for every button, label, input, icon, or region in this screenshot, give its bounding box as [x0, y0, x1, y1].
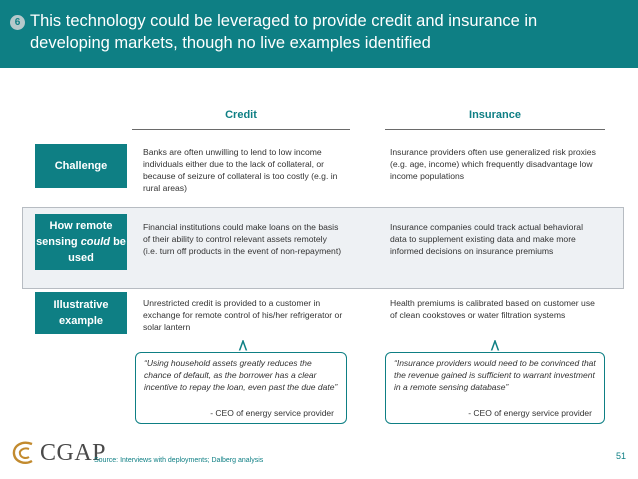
column-rule-insurance [385, 129, 605, 130]
how-used-insurance-text: Insurance companies could track actual behavioral data to supplement existing data and make more informed decisions on insurance premiums [390, 222, 583, 256]
quote-box-credit [135, 352, 347, 424]
quote-source-credit: - CEO of energy service provider [210, 408, 334, 418]
illustrative-insurance-text: Health premiums is calibrated based on customer use of clean cookstoves or water filtration systems [390, 298, 595, 320]
column-header-credit: Credit [225, 109, 257, 121]
quote-box-insurance [385, 352, 605, 424]
page-title: This technology could be leveraged to provide credit and insurance in developing markets, though no live examples identified [30, 12, 538, 52]
cgap-logo-icon [10, 440, 38, 466]
row-label-how-used [35, 214, 127, 270]
how-used-credit-text: Financial institutions could make loans on the basis of their ability to control relevant assets remotely (i.e. turn off products in the event of non-repayment) [143, 222, 342, 256]
challenge-insurance-text: Insurance providers often use generalized risk proxies (e.g. age, income) which frequently disadvantage low income populations [390, 147, 596, 181]
quote-pointer-insurance [489, 340, 501, 352]
row-label-how-used-post: be used [68, 236, 126, 264]
title-bar [0, 0, 638, 68]
row-label-how-used-pre: How remote sensing [36, 220, 113, 248]
quote-text-credit: “Using household assets greatly reduces the chance of default, as the borrower has a clear incentive to repay the loan, even past the due date” [144, 358, 338, 392]
quote-text-insurance: “Insurance providers would need to be convinced that the revenue gained is sufficient to warrant investment in a remote sensing database” [394, 358, 596, 392]
quote-source-insurance: - CEO of energy service provider [468, 408, 592, 418]
challenge-credit-text: Banks are often unwilling to lend to low income individuals either due to the lack of collateral, or because of seizure of collateral is too costly (e.g. in rural areas) [143, 147, 338, 193]
source-note: Source: Interviews with deployments; Dalberg analysis [94, 457, 264, 464]
row-label-challenge: Challenge [35, 144, 127, 188]
column-rule-credit [132, 129, 350, 130]
row-label-illustrative: Illustrative example [35, 292, 127, 334]
column-header-insurance: Insurance [469, 109, 521, 121]
section-badge: 6 [10, 15, 25, 30]
cgap-logo-text: CGAP [40, 440, 107, 466]
row-label-how-used-em: could [80, 236, 111, 248]
quote-pointer-credit [237, 340, 249, 352]
page-number: 51 [615, 451, 626, 461]
illustrative-credit-text: Unrestricted credit is provided to a customer in exchange for remote control of his/her refrigerator or solar lantern [143, 298, 343, 332]
